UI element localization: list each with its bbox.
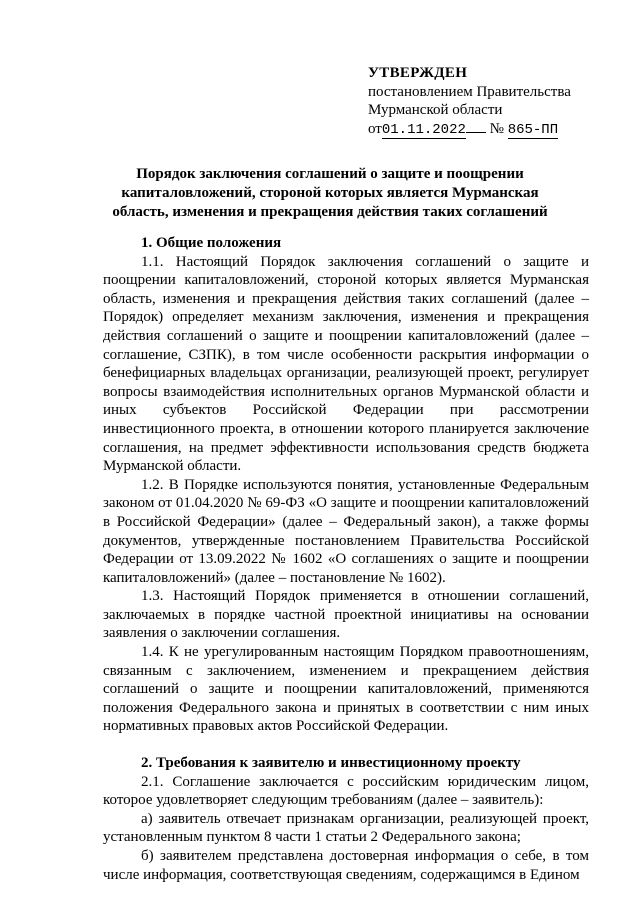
paragraph-2-1-b: б) заявителем представлена достоверная информация о себе, в том числе информация, соответствующая сведениям, содержащимся в Едином xyxy=(103,848,589,883)
paragraph-1-3: 1.3. Настоящий Порядок применяется в отношении соглашений, заключаемых в порядке частной проектной инициативы на основании заявления о заключении соглашения. xyxy=(103,588,589,642)
section-2-heading: 2. Требования к заявителю и инвестиционному проекту xyxy=(141,755,521,772)
approval-block xyxy=(368,64,618,139)
document-title: Порядок заключения соглашений о защите и поощрении капиталовложений, стороной которых является Мурманская область, изменения и прекращения действия таких соглашений xyxy=(112,166,548,220)
document-body xyxy=(103,234,589,884)
section-1-heading: 1. Общие положения xyxy=(141,235,282,251)
approval-line-2: Мурманской области xyxy=(368,102,503,118)
paragraph-2-1: 2.1. Соглашение заключается с российским юридическим лицом, которое удовлетворяет следующим требованиям (далее – заявитель): xyxy=(103,773,589,809)
date-underline xyxy=(466,132,486,133)
approval-date: 01.11.2022 xyxy=(381,121,466,138)
date-prefix: от xyxy=(368,120,382,137)
approval-number: 865-ПП xyxy=(507,121,559,138)
approval-line-1: постановлением Правительства xyxy=(368,83,571,100)
paragraph-1-2: 1.2. В Порядке используются понятия, установленные Федеральным законом от 01.04.2020 № 69-ФЗ «О защите и поощрении капиталовложений в Российской Федерации» (далее – Федеральный закон), а также формы документов, утвержденные постановлением Правительства Российской Федерации от 13.09.2022 № 1602 «О соглашениях о защите и поощрении капиталовложений» (далее – постановление № 1602). xyxy=(103,476,589,586)
approval-date-line xyxy=(368,120,618,140)
paragraph-2-1-a: а) заявитель отвечает признакам организации, реализующей проект, установленным пунктом 8 части 1 статьи 2 Федерального закона; xyxy=(103,810,589,846)
approval-stamp: УТВЕРЖДЕН xyxy=(368,65,468,81)
number-prefix: № xyxy=(489,120,504,137)
paragraph-1-4: 1.4. К не урегулированным настоящим Порядком правоотношениям, связанным с заключением, изменением и прекращением действия соглашений о защите и поощрении капиталовложений, применяются положения Федерального закона и принятых в соответствии с ним иных нормативных правовых актов Российской Федерации. xyxy=(103,644,589,735)
paragraph-1-1: 1.1. Настоящий Порядок заключения соглашений о защите и поощрении капиталовложений, стороной которых является Мурманская область, изменения и прекращения действия таких соглашений (далее – Порядок) определяет механизм заключения, изменения и прекращения действия соглашений о защите и поощрении капиталовложений (далее – соглашение, СЗПК), в том числе особенности раскрытия информации о бенефициарных владельцах организации, реализующей проект, регулирует вопросы взаимодействия исполнительных органов Мурманской области и иных субъектов Российской Федерации при рассмотрении инвестиционного проекта, в отношении которого планируется заключение соглашения, на предмет эффективности использования средств бюджета Мурманской области. xyxy=(103,253,589,475)
